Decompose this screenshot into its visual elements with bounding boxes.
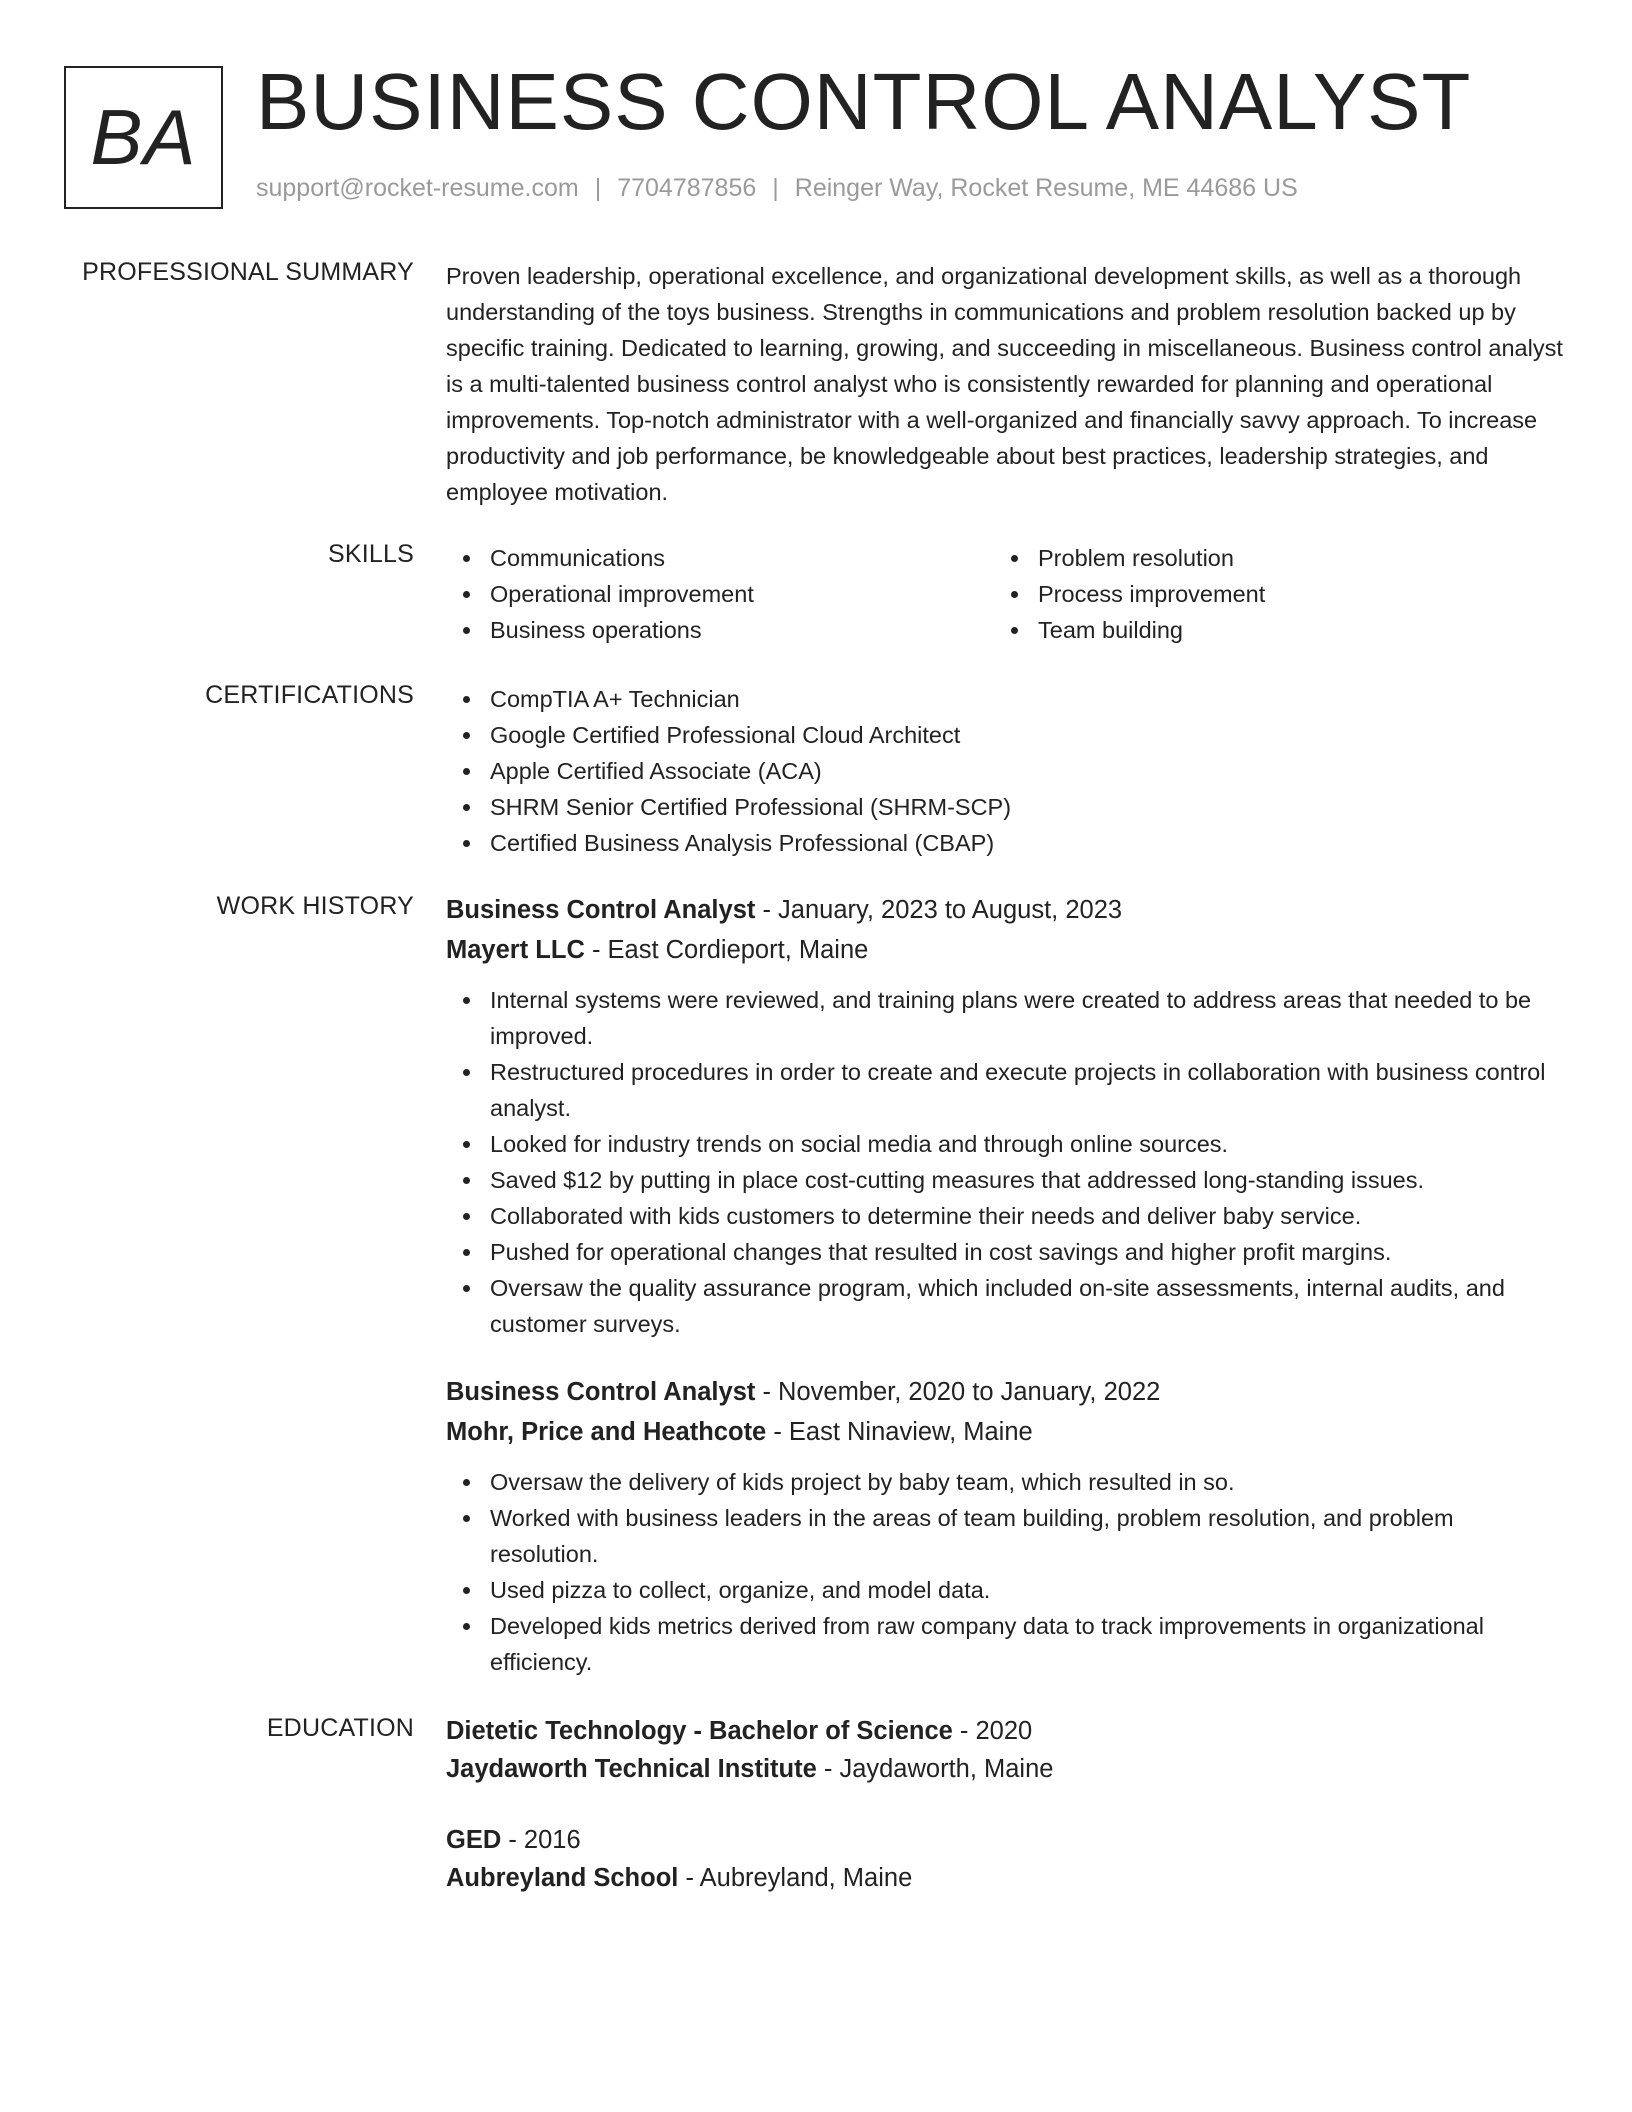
- contact-phone[interactable]: 7704787856: [617, 174, 757, 202]
- certifications-list: [446, 681, 1566, 861]
- education-heading: EDUCATION: [266, 1714, 414, 1742]
- education-entry: [446, 1821, 1566, 1897]
- job-bullet: Internal systems were reviewed, and training plans were created to address areas that needed to be improved.: [446, 982, 1566, 1054]
- education-school-line: [446, 1859, 1566, 1897]
- education-year: - 2020: [952, 1717, 1033, 1745]
- job-bullet: Collaborated with kids customers to determine their needs and deliver baby service.: [446, 1198, 1566, 1234]
- work-history-heading: WORK HISTORY: [216, 892, 414, 920]
- education-location: - Jaydaworth, Maine: [816, 1755, 1054, 1783]
- skill-item: Business operations: [446, 612, 994, 648]
- skills-list-right: [994, 540, 1542, 648]
- certifications-heading: CERTIFICATIONS: [205, 681, 414, 709]
- job-bullets: [446, 1464, 1566, 1680]
- skill-item: Operational improvement: [446, 576, 994, 612]
- job-title: Business Control Analyst: [446, 896, 756, 924]
- education-school: Jaydaworth Technical Institute: [446, 1755, 817, 1783]
- job-title-line: [446, 1372, 1566, 1412]
- job-bullet: Oversaw the delivery of kids project by baby team, which resulted in so.: [446, 1464, 1566, 1500]
- job-company-line: [446, 930, 1566, 970]
- monogram-initials: BA: [90, 93, 197, 181]
- job-dates: - November, 2020 to January, 2022: [755, 1378, 1161, 1406]
- contact-email[interactable]: support@rocket-resume.com: [256, 174, 579, 202]
- job-bullet: Oversaw the quality assurance program, which included on-site assessments, internal audits, and customer surveys.: [446, 1270, 1566, 1342]
- education-year: - 2016: [501, 1826, 581, 1854]
- summary-text: Proven leadership, operational excellence, and organizational development skills, as well as a thorough understanding of the toys business. Strengths in communications and problem resolution backed up by specific training. Dedicated to learning, growing, and succeeding in miscellaneous. Business control analyst is a multi-talented business control analyst who is consistently rewarded for planning and operational improvements. Top-notch administrator with a well-organized and financially savvy approach. To increase productivity and job performance, be knowledgeable about best practices, leadership strategies, and employee motivation.: [446, 263, 1563, 505]
- education-school-line: [446, 1750, 1566, 1788]
- education-entry: [446, 1712, 1566, 1788]
- education-degree: GED: [446, 1826, 502, 1854]
- skill-item: Team building: [994, 612, 1542, 648]
- contact-line: [256, 174, 1298, 203]
- contact-address: Reinger Way, Rocket Resume, ME 44686 US: [794, 174, 1298, 202]
- certifications-body: [446, 681, 1566, 861]
- skill-item: Problem resolution: [994, 540, 1542, 576]
- contact-separator: |: [594, 174, 602, 202]
- job-title-line: [446, 890, 1566, 930]
- job-location: - East Ninaview, Maine: [766, 1418, 1033, 1446]
- job-company: Mohr, Price and Heathcote: [446, 1418, 767, 1446]
- certification-item: CompTIA A+ Technician: [446, 681, 1566, 717]
- summary-heading: PROFESSIONAL SUMMARY: [82, 258, 414, 286]
- monogram-box: [64, 66, 223, 209]
- certification-item: Google Certified Professional Cloud Architect: [446, 717, 1566, 753]
- job-bullet: Looked for industry trends on social media and through online sources.: [446, 1126, 1566, 1162]
- job-bullet: Pushed for operational changes that resulted in cost savings and higher profit margins.: [446, 1234, 1566, 1270]
- job-bullet: Saved $12 by putting in place cost-cutting measures that addressed long-standing issues.: [446, 1162, 1566, 1198]
- education-school: Aubreyland School: [446, 1864, 679, 1892]
- job-bullets: [446, 982, 1566, 1342]
- job-bullet: Worked with business leaders in the areas of team building, problem resolution, and problem resolution.: [446, 1500, 1566, 1572]
- job-entry: [446, 890, 1566, 1342]
- job-entry: [446, 1372, 1566, 1680]
- skills-grid: [446, 540, 1566, 648]
- skills-list-left: [446, 540, 994, 648]
- resume-title: BUSINESS CONTROL ANALYST: [256, 57, 1472, 146]
- education-degree-line: [446, 1821, 1566, 1859]
- certification-item: Apple Certified Associate (ACA): [446, 753, 1566, 789]
- job-bullet: Developed kids metrics derived from raw company data to track improvements in organizational efficiency.: [446, 1608, 1566, 1680]
- job-company: Mayert LLC: [446, 936, 585, 964]
- job-company-line: [446, 1412, 1566, 1452]
- education-location: - Aubreyland, Maine: [678, 1864, 913, 1892]
- skill-item: Process improvement: [994, 576, 1542, 612]
- skills-heading: SKILLS: [328, 540, 414, 568]
- job-title: Business Control Analyst: [446, 1378, 756, 1406]
- contact-separator: |: [772, 174, 779, 202]
- certification-item: SHRM Senior Certified Professional (SHRM-SCP): [446, 789, 1566, 825]
- skills-body: [446, 540, 1566, 648]
- job-location: - East Cordieport, Maine: [584, 936, 869, 964]
- job-bullet: Restructured procedures in order to create and execute projects in collaboration with business control analyst.: [446, 1054, 1566, 1126]
- skill-item: Communications: [446, 540, 994, 576]
- education-degree: Dietetic Technology - Bachelor of Science: [446, 1717, 953, 1745]
- job-bullet: Used pizza to collect, organize, and model data.: [446, 1572, 1566, 1608]
- certification-item: Certified Business Analysis Professional (CBAP): [446, 825, 1566, 861]
- job-dates: - January, 2023 to August, 2023: [755, 896, 1123, 924]
- education-degree-line: [446, 1712, 1566, 1750]
